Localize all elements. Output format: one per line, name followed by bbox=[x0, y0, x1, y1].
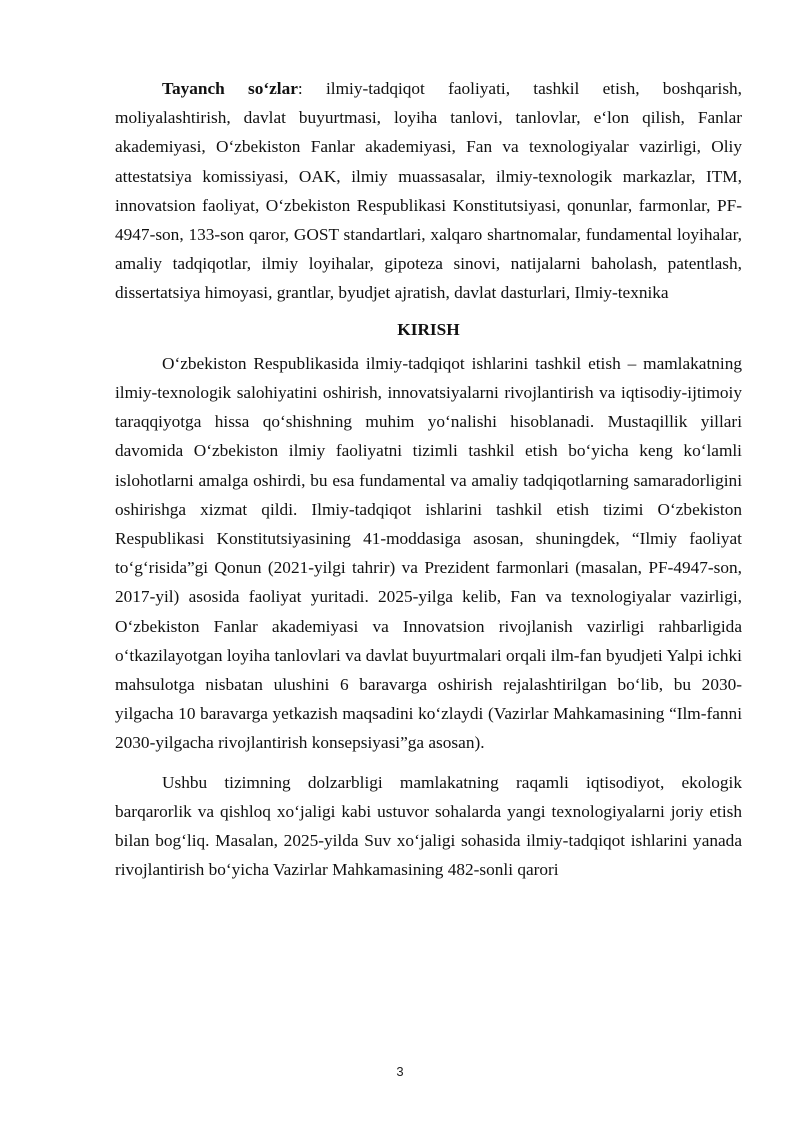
keywords-separator: : bbox=[297, 79, 303, 98]
page-number: 3 bbox=[396, 1064, 404, 1079]
body-paragraph-1: O‘zbekiston Respublikasida ilmiy-tadqiqot ishlarini tashkil etish – mamlakatning ilmiy-texnologik salohiyatini oshirish, innovatsiyalarni rivojlantirish va iqtisodiy-ijtimoiy taraqqiyotga hissa qo‘shishning muhim yo‘nalishi hisoblanadi. Mustaqillik yillari davomida O‘zbekiston ilmiy faoliyatni tizimli tashkil etish bo‘yicha keng ko‘lamli islohotlarni amalga oshirdi, bu esa fundamental va amaliy tadqiqotlarning samaradorligini oshirishga xizmat qildi. Ilmiy-tadqiqot ishlarini tashkil etish tizimi O‘zbekiston Respublikasi Konstitutsiyasining 41-moddasiga asosan, shuningdek, “Ilmiy faoliyat to‘g‘risida”gi Qonun (2021-yilgi tahrir) va Prezident farmonlari (masalan, PF-4947-son, 2017-yil) asosida faoliyat yuritadi. 2025-yilga kelib, Fan va texnologiyalar vazirligi, O‘zbekiston Fanlar akademiyasi va Innovatsion rivojlanish vazirligi rahbarligida o‘tkazilayotgan loyiha tanlovlari va davlat buyurtmalari orqali ilm-fan byudjeti Yalpi ichki mahsulotga nisbatan ulushini 6 baravarga oshirish rejalashtirilgan bo‘lib, bu 2030-yilgacha 10 baravarga yetkazish maqsadini ko‘zlaydi (Vazirlar Mahkamasining “Ilm-fanni 2030-yilgacha rivojlantirish konsepsiyasi”ga asosan). bbox=[115, 353, 742, 753]
keywords-paragraph bbox=[115, 74, 742, 308]
body-paragraph-2: Ushbu tizimning dolzarbligi mamlakatning raqamli iqtisodiyot, ekologik barqarorlik va qishloq xo‘jaligi kabi ustuvor sohalarda yangi texnologiyalarni joriy etish bilan bog‘liq. Masalan, 2025-yilda Suv xo‘jaligi sohasida ilmiy-tadqiqot ishlarini yanada rivojlantirish bo‘yicha Vazirlar Mahkamasining 482-sonli qarori bbox=[115, 772, 742, 880]
keywords-label: Tayanch so‘zlar bbox=[162, 79, 298, 98]
document-page bbox=[115, 74, 742, 884]
section-heading: KIRISH bbox=[397, 319, 460, 339]
keywords-text: ilmiy-tadqiqot faoliyati, tashkil etish, boshqarish, moliyalashtirish, davlat buyurtmasi, loyiha tanlovi, tanlovlar, e‘lon qilish, Fanlar akademiyasi, O‘zbekiston Fanlar akademiyasi, Fan va texnologiyalar vazirligi, Oliy attestatsiya komissiyasi, OAK, ilmiy muassasalar, ilmiy-texnologik markazlar, ITM, innovatsion faoliyat, O‘zbekiston Respublikasi Konstitutsiyasi, qonunlar, farmonlar, PF-4947-son, 133-son qaror, GOST standartlari, xalqaro shartnomalar, fundamental loyihalar, amaliy tadqiqotlar, ilmiy loyihalar, gipoteza sinovi, natijalarni baholash, patentlash, dissertatsiya himoyasi, grantlar, byudjet ajratish, davlat dasturlari, Ilmiy-texnika bbox=[115, 79, 743, 303]
